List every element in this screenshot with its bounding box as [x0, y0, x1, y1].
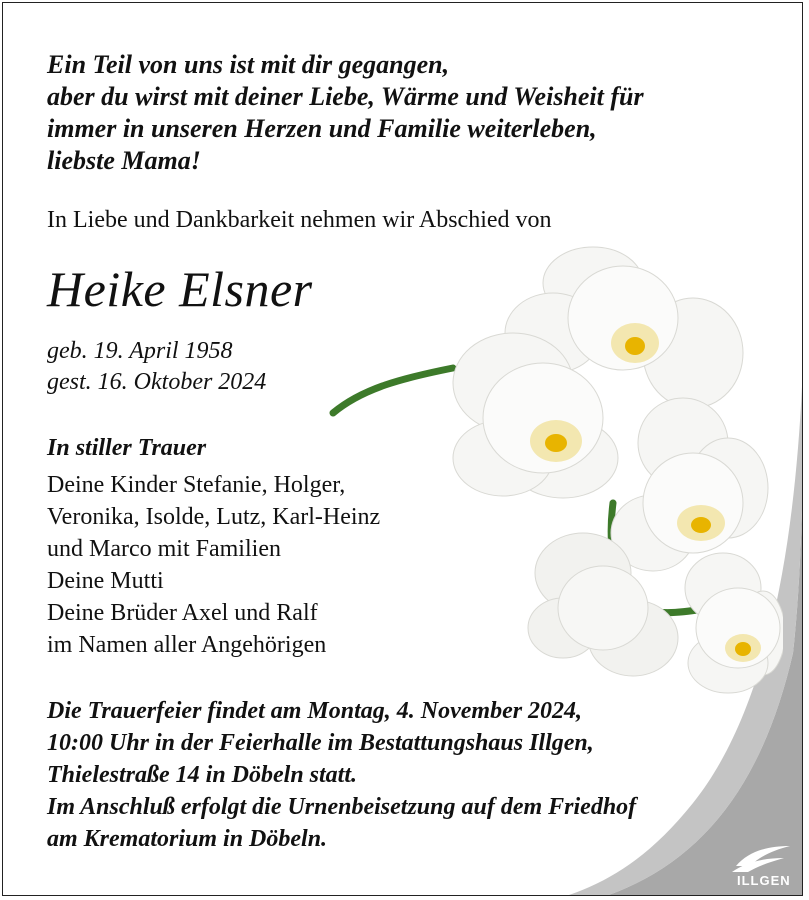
mourner-line: Deine Kinder Stefanie, Holger, — [47, 472, 346, 498]
quote-line: Ein Teil von uns ist mit dir gegangen, — [47, 50, 450, 79]
mourner-line: und Marco mit Familien — [47, 536, 281, 562]
farewell-intro: In Liebe und Dankbarkeit nehmen wir Abschied von — [47, 207, 552, 233]
mourner-line: im Namen aller Angehörigen — [47, 632, 327, 658]
memorial-quote — [47, 49, 747, 177]
quote-line: liebste Mama! — [47, 146, 201, 175]
illgen-logo-text: ILLGEN — [737, 873, 791, 888]
mourners-list — [47, 469, 380, 661]
death-date: gest. 16. Oktober 2024 — [47, 369, 267, 395]
life-dates — [47, 336, 266, 398]
mourner-line: Deine Mutti — [47, 568, 164, 594]
service-line: am Krematorium in Döbeln. — [47, 826, 328, 852]
funeral-service-details — [47, 695, 636, 855]
service-line: Im Anschluß erfolgt die Urnenbeisetzung auf dem Friedhof — [47, 794, 637, 820]
birth-date: geb. 19. April 1958 — [47, 338, 233, 364]
deceased-name: Heike Elsner — [47, 261, 313, 317]
orchid-flower-bottom-right — [685, 553, 783, 693]
mourner-line: Veronika, Isolde, Lutz, Karl-Heinz — [47, 504, 381, 530]
mourners-heading: In stiller Trauer — [47, 435, 207, 461]
orchid-flower-right — [611, 398, 768, 571]
white-orchid-image — [323, 243, 783, 703]
service-line: 10:00 Uhr in der Feierhalle im Bestattungshaus Illgen, — [47, 730, 594, 756]
quote-line: immer in unseren Herzen und Familie weiterleben, — [47, 114, 597, 143]
obituary-notice — [2, 2, 803, 896]
mourner-line: Deine Brüder Axel und Ralf — [47, 600, 318, 626]
quote-line: aber du wirst mit deiner Liebe, Wärme und Weisheit für — [47, 82, 644, 111]
service-line: Thielestraße 14 in Döbeln statt. — [47, 762, 358, 788]
service-line: Die Trauerfeier findet am Montag, 4. November 2024, — [47, 698, 583, 724]
